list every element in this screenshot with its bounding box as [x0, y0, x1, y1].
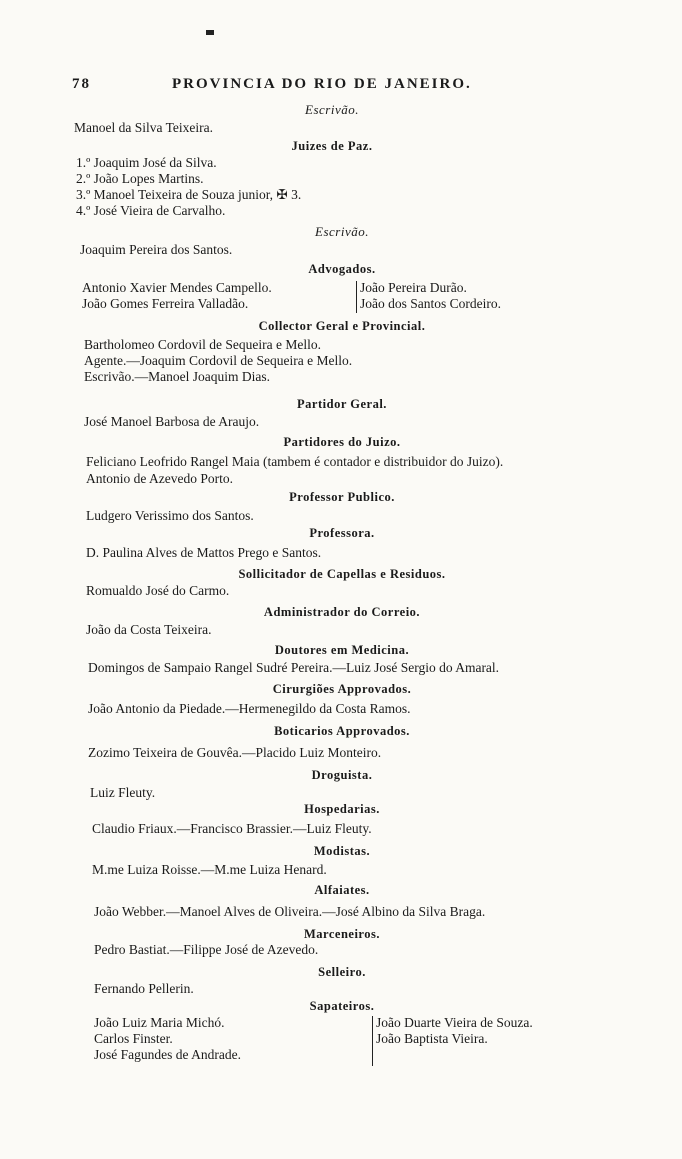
section-advogados: Advogados. — [308, 262, 376, 276]
sollicitador-name: Romualdo José do Carmo. — [86, 583, 230, 598]
section-boticarios: Boticarios Approvados. — [274, 724, 410, 738]
collector-line-2: Agente.—Joaquim Cordovil de Sequeira e Mello. — [84, 353, 353, 368]
doutores-names: Domingos de Sampaio Rangel Sudré Pereira.—Luiz José Sergio do Amaral. — [88, 660, 500, 675]
alfaiates-names: João Webber.—Manoel Alves de Oliveira.—José Albino da Silva Braga. — [94, 904, 486, 919]
section-sollicitador: Sollicitador de Capellas e Residuos. — [238, 567, 446, 581]
sapateiro-left-1: João Luiz Maria Michó. — [94, 1015, 225, 1030]
advogado-right-2: João dos Santos Cordeiro. — [360, 296, 501, 311]
professor-name: Ludgero Verissimo dos Santos. — [86, 508, 254, 523]
marceneiros-names: Pedro Bastiat.—Filippe José de Azevedo. — [94, 942, 319, 957]
collector-line-3: Escrivão.—Manoel Joaquim Dias. — [84, 369, 270, 384]
section-partidor-geral: Partidor Geral. — [297, 397, 387, 411]
section-droguista: Droguista. — [311, 768, 373, 782]
section-partidores: Partidores do Juizo. — [283, 435, 401, 449]
boticarios-names: Zozimo Teixeira de Gouvêa.—Placido Luiz Monteiro. — [88, 745, 382, 760]
professora-name: D. Paulina Alves de Mattos Prego e Santos. — [86, 545, 322, 560]
section-marceneiros: Marceneiros. — [303, 927, 380, 941]
section-administrador: Administrador do Correio. — [263, 605, 421, 619]
cirurgioes-names: João Antonio da Piedade.—Hermenegildo da Costa Ramos. — [88, 701, 411, 716]
sapateiro-right-1: João Duarte Vieira de Souza. — [376, 1015, 533, 1030]
selleiro-name: Fernando Pellerin. — [94, 981, 194, 996]
section-professor: Professor Publico. — [289, 490, 395, 504]
section-cirurgioes: Cirurgiões Approvados. — [272, 682, 412, 696]
sapateiro-left-2: Carlos Finster. — [94, 1031, 173, 1046]
section-alfaiates: Alfaiates. — [314, 883, 370, 897]
advogado-left-1: Antonio Xavier Mendes Campello. — [82, 280, 272, 295]
section-sapateiros: Sapateiros. — [309, 999, 375, 1013]
advogado-left-2: João Gomes Ferreira Valladão. — [82, 296, 249, 311]
section-doutores: Doutores em Medicina. — [274, 643, 410, 657]
section-professora: Professora. — [309, 526, 375, 540]
juiz-1: 1.º Joaquim José da Silva. — [76, 155, 217, 170]
section-selleiro: Selleiro. — [318, 965, 366, 979]
hospedarias-names: Claudio Friaux.—Francisco Brassier.—Luiz Fleuty. — [92, 821, 372, 836]
section-juizes-de-paz: Juizes de Paz. — [291, 139, 373, 153]
page-header — [72, 76, 542, 96]
section-escrivao: Escrivão. — [305, 102, 359, 117]
page-title: PROVINCIA DO RIO DE JANEIRO. — [172, 76, 472, 92]
administrador-name: João da Costa Teixeira. — [86, 622, 212, 637]
sapateiro-right-2: João Baptista Vieira. — [376, 1031, 488, 1046]
column-divider — [356, 281, 357, 313]
section-hospedarias: Hospedarias. — [304, 802, 380, 816]
droguista-name: Luiz Fleuty. — [90, 785, 156, 800]
collector-line-1: Bartholomeo Cordovil de Sequeira e Mello. — [84, 337, 321, 352]
partidores-line-1: Feliciano Leofrido Rangel Maia (tambem é contador e distribuidor do Juizo). — [86, 454, 504, 469]
escrivao-2-name: Joaquim Pereira dos Santos. — [80, 242, 233, 257]
advogado-right-1: João Pereira Durão. — [360, 280, 467, 295]
section-modistas: Modistas. — [313, 844, 371, 858]
partidores-line-2: Antonio de Azevedo Porto. — [86, 471, 233, 486]
modistas-names: M.me Luiza Roisse.—M.me Luiza Henard. — [92, 862, 327, 877]
juiz-4: 4.º José Vieira de Carvalho. — [76, 203, 226, 218]
section-collector: Collector Geral e Provincial. — [258, 319, 426, 333]
ink-mark — [206, 30, 214, 35]
juiz-2: 2.º João Lopes Martins. — [76, 171, 204, 186]
column-divider-2 — [372, 1016, 373, 1066]
escrivao-name: Manoel da Silva Teixeira. — [74, 120, 214, 135]
section-escrivao-2: Escrivão. — [315, 224, 369, 239]
juiz-3: 3.º Manoel Teixeira de Souza junior, ✠ 3. — [76, 187, 302, 202]
sapateiro-left-3: José Fagundes de Andrade. — [94, 1047, 241, 1062]
partidor-name: José Manoel Barbosa de Araujo. — [84, 414, 260, 429]
page-number: 78 — [72, 76, 91, 92]
